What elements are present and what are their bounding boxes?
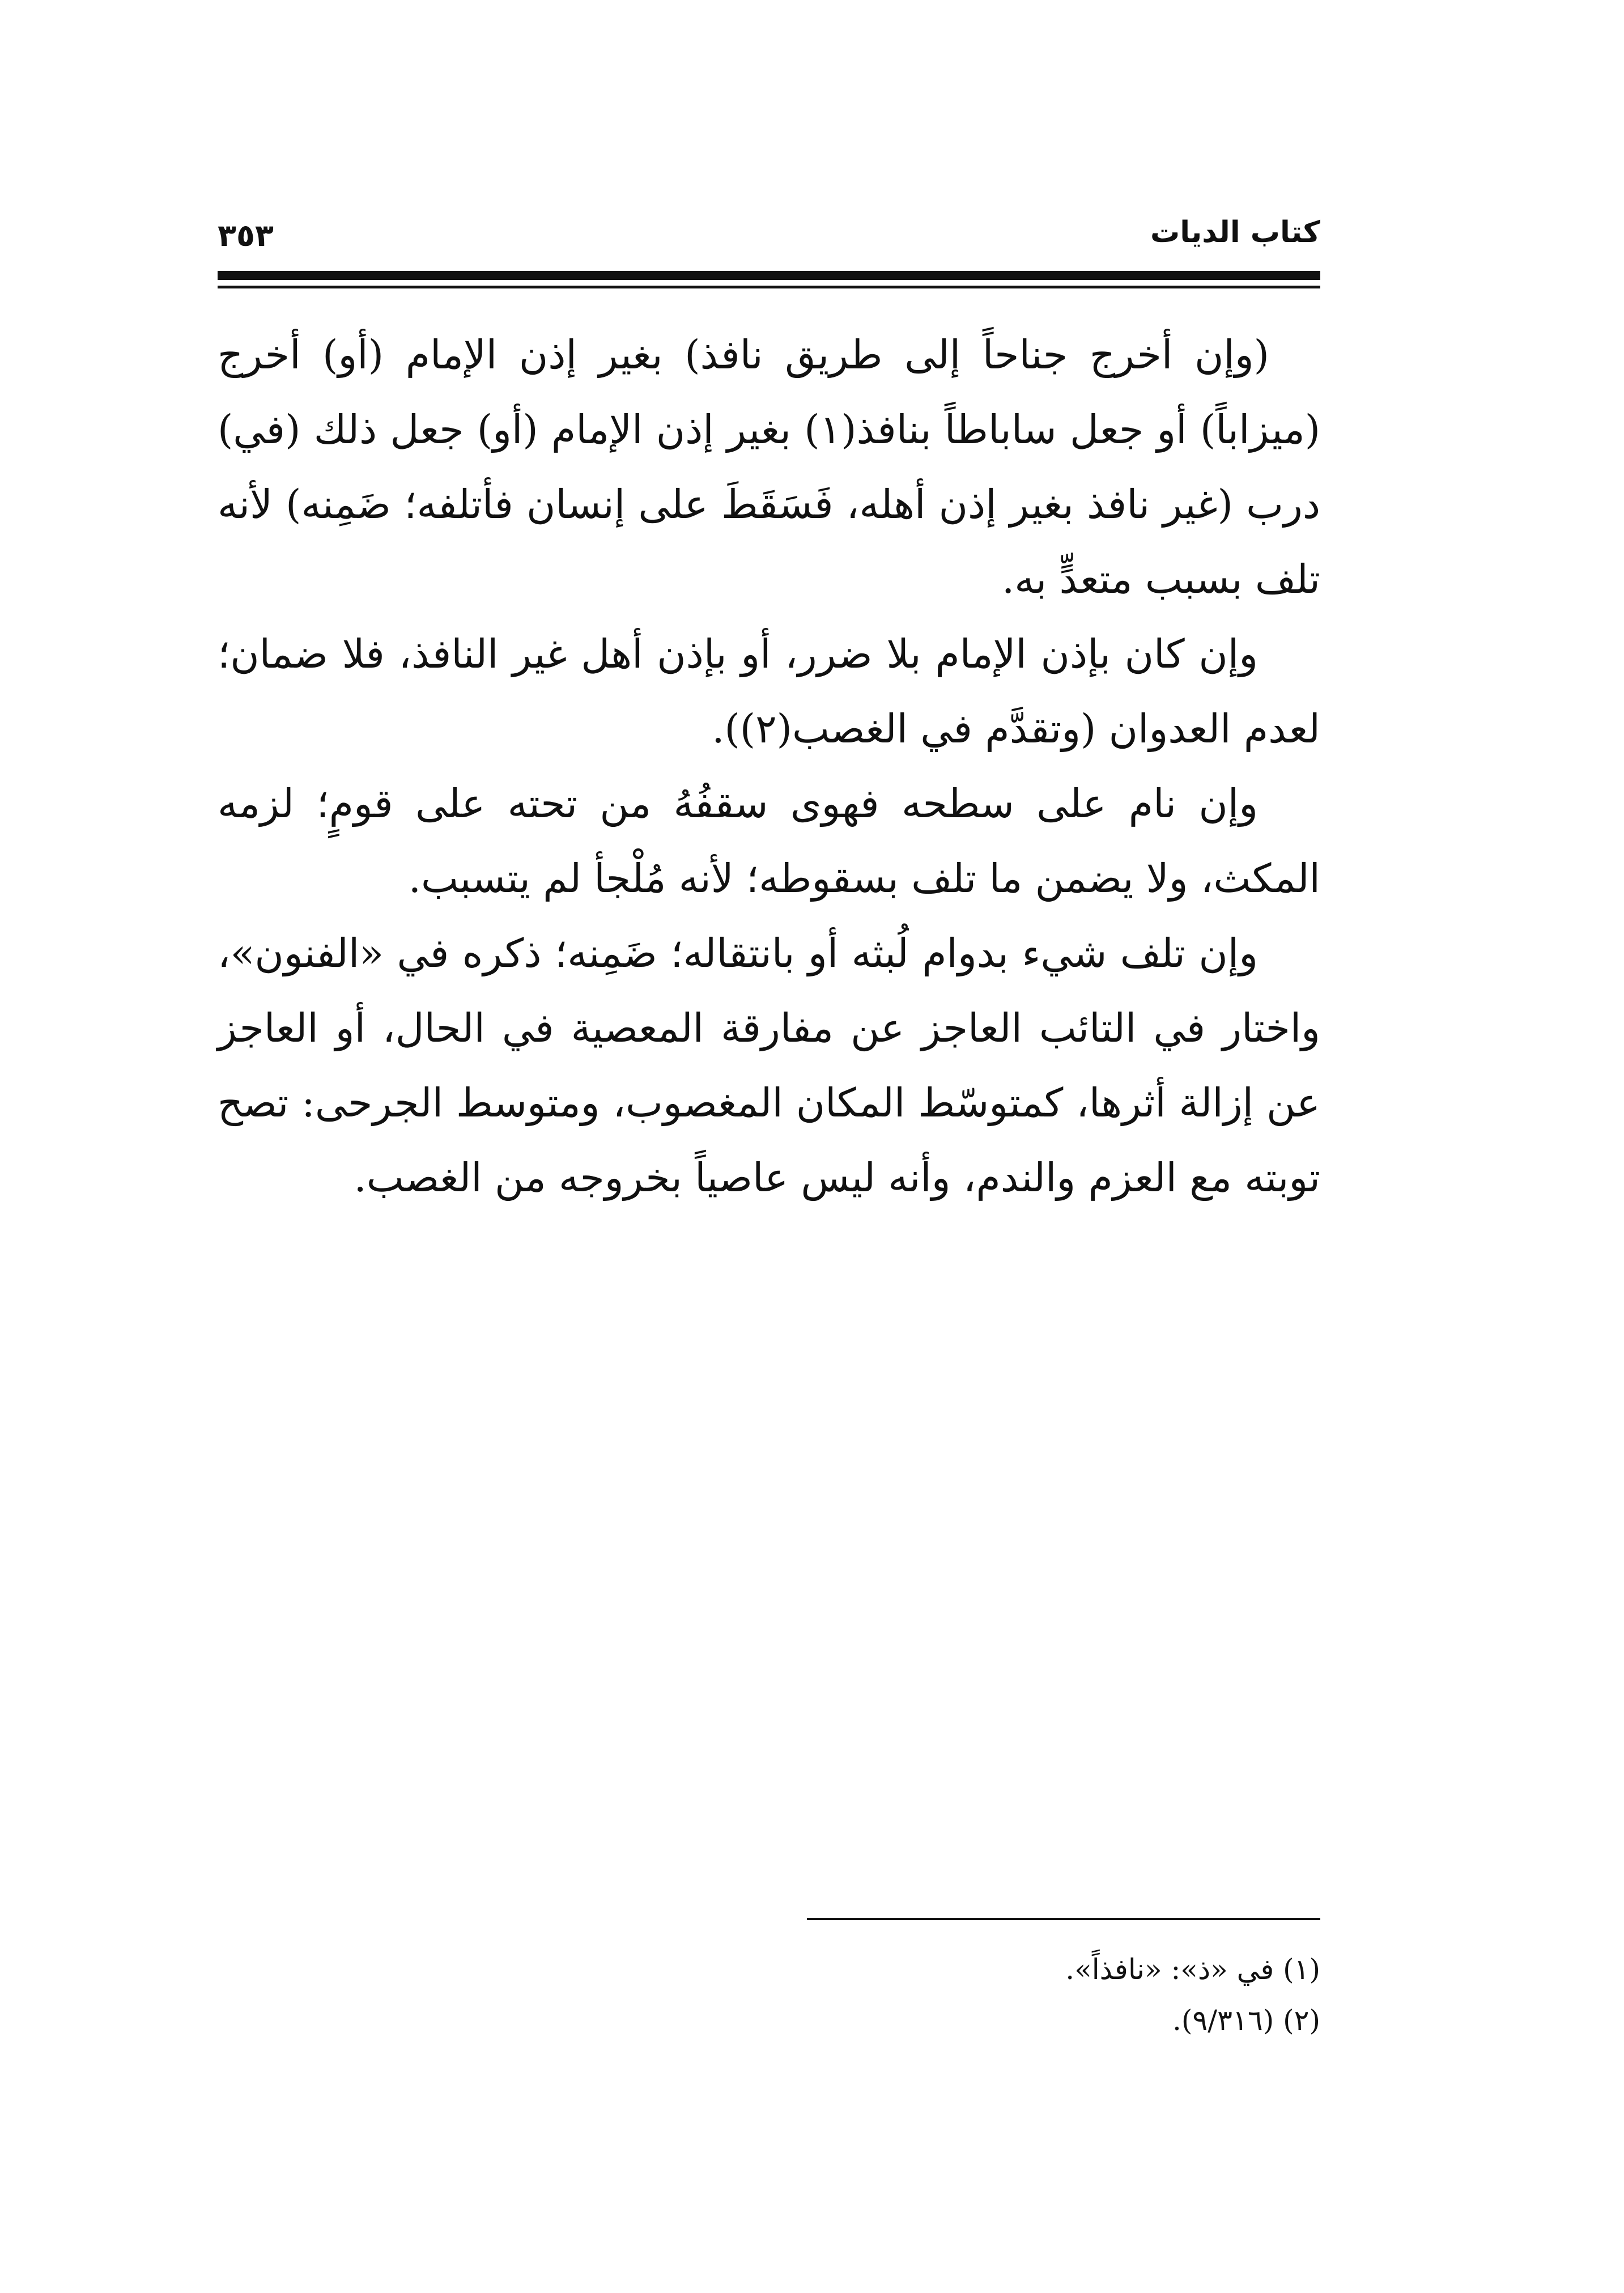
footnote-separator bbox=[807, 1918, 1320, 1920]
main-text bbox=[218, 317, 1320, 1215]
footnote: (٢) (٩/٣١٦). bbox=[1172, 2004, 1320, 2037]
running-header bbox=[218, 210, 1320, 261]
paragraph: وإن نام على سطحه فهوى سقفُهُ من تحته على قومٍ؛ لزمه المكث، ولا يضمن ما تلف بسقوطه؛ لأنه مُلْجأ لم يتسبب. bbox=[218, 780, 1320, 902]
chapter-title: كتاب الديات bbox=[1150, 215, 1320, 249]
header-rule-thick bbox=[218, 271, 1320, 280]
page-number: ٣٥٣ bbox=[218, 218, 274, 253]
paragraph: (وإن أخرج جناحاً إلى طريق نافذ) بغير إذن الإمام (أو) أخرج (ميزاباً) أو جعل ساباطاً بنافذ(١) بغير إذن الإمام (أو) جعل ذلك (في) درب (غير نافذ بغير إذن أهله، فَسَقَطَ على إنسان فأتلفه؛ ضَمِنه) لأنه تلف بسبب متعدٍّ به. bbox=[218, 332, 1321, 602]
footnotes bbox=[218, 1944, 1320, 2046]
paragraph: وإن تلف شيء بدوام لُبثه أو بانتقاله؛ ضَمِنه؛ ذكره في «الفنون»، واختار في التائب العاجز عن مفارقة المعصية في الحال، أو العاجز عن إزالة أثرها، كمتوسّط المكان المغصوب، ومتوسط الجرحى: تصح توبته مع العزم والندم، وأنه ليس عاصياً بخروجه من الغصب. bbox=[218, 930, 1320, 1201]
paragraph: وإن كان بإذن الإمام بلا ضرر، أو بإذن أهل غير النافذ، فلا ضمان؛ لعدم العدوان (وتقدَّم في الغصب(٢)). bbox=[218, 631, 1320, 752]
header-rule-thin bbox=[218, 286, 1320, 288]
footnote: (١) في «ذ»: «نافذاً». bbox=[1065, 1953, 1320, 1986]
